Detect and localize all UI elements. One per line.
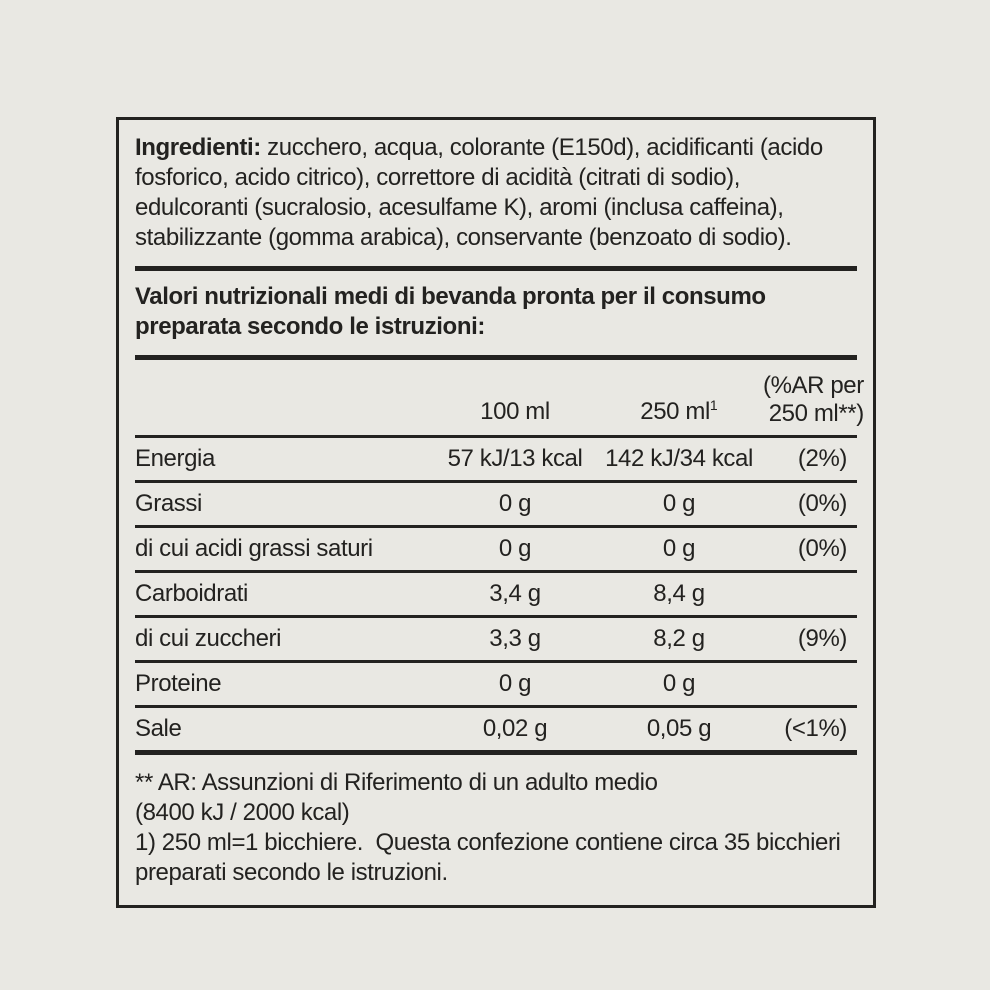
table-row-sale bbox=[135, 705, 857, 750]
value-percent-ar: (0%) bbox=[797, 490, 847, 518]
nutrition-label-frame bbox=[116, 117, 876, 908]
value-per-100ml: 57 kJ/13 kcal bbox=[447, 445, 583, 473]
value-per-250ml: 8,4 g bbox=[653, 580, 705, 608]
value-per-250ml: 0 g bbox=[662, 490, 696, 518]
ingredients-text: zucchero, acqua, colorante (E150d), acidificanti (acido fosforico, acido citrico), correttore di acidità (citrati di sodio), edulcoranti (sucralosio, acesulfame K), aromi (inclusa caffeina), stabilizzante (gomma arabica), conservante (benzoato di sodio). bbox=[135, 134, 823, 251]
header-per-100ml: 100 ml bbox=[480, 398, 550, 426]
footnotes bbox=[135, 755, 857, 905]
value-per-250ml: 142 kJ/34 kcal bbox=[605, 445, 753, 473]
nutrient-label: Grassi bbox=[135, 490, 202, 518]
nutrition-table-title-line2: preparata secondo le istruzioni: bbox=[135, 313, 485, 340]
value-per-250ml: 0 g bbox=[662, 670, 696, 698]
header-percent-ar-line1: (%AR per bbox=[763, 372, 864, 399]
value-per-250ml: 8,2 g bbox=[653, 625, 705, 653]
footnote-1-marker: 1 bbox=[709, 397, 718, 414]
value-percent-ar: (0%) bbox=[797, 535, 847, 563]
footnote-glass: 1) 250 ml=1 bicchiere. Questa confezione contiene circa 35 bicchieri preparati secondo le istruzioni. bbox=[135, 829, 847, 887]
footnote-ar-line2: (8400 kJ / 2000 kcal) bbox=[135, 799, 350, 827]
value-per-100ml: 0 g bbox=[498, 490, 532, 518]
header-percent-ar bbox=[763, 372, 864, 427]
header-percent-ar-line2: 250 ml**) bbox=[768, 399, 864, 427]
value-per-250ml: 0 g bbox=[662, 535, 696, 563]
nutrient-label: di cui zuccheri bbox=[135, 625, 282, 653]
header-per-250ml: 250 $ml^1$ bbox=[640, 397, 718, 426]
table-header-row bbox=[135, 360, 864, 435]
table-row-grassi bbox=[135, 480, 857, 525]
value-percent-ar: (9%) bbox=[797, 625, 847, 653]
value-percent-ar: (<1%) bbox=[784, 715, 847, 743]
nutrition-table-title bbox=[135, 271, 857, 355]
nutrition-table-title-line1: Valori nutrizionali medi di bevanda pronta per il consumo bbox=[135, 283, 766, 310]
value-per-100ml: 3,4 g bbox=[489, 580, 541, 608]
value-percent-ar: (2%) bbox=[797, 445, 847, 473]
nutrient-label: Sale bbox=[135, 715, 182, 743]
nutrient-label: di cui acidi grassi saturi bbox=[135, 535, 373, 563]
ingredients-paragraph bbox=[135, 120, 857, 266]
nutrient-label: Carboidrati bbox=[135, 580, 248, 608]
footnote-ar-line1: ** AR: Assunzioni di Riferimento di un adulto medio bbox=[135, 769, 658, 797]
value-per-100ml: 3,3 g bbox=[489, 625, 541, 653]
table-row-proteine bbox=[135, 660, 857, 705]
table-row-energia bbox=[135, 435, 857, 480]
value-per-100ml: 0 g bbox=[498, 535, 532, 563]
value-per-250ml: 0,05 g bbox=[646, 715, 712, 743]
table-row-acidi-grassi-saturi bbox=[135, 525, 857, 570]
ingredients-heading: Ingredienti: bbox=[135, 134, 261, 161]
table-row-carboidrati bbox=[135, 570, 857, 615]
nutrient-label: Energia bbox=[135, 445, 215, 473]
value-per-100ml: 0,02 g bbox=[482, 715, 548, 743]
table-row-zuccheri bbox=[135, 615, 857, 660]
nutrient-label: Proteine bbox=[135, 670, 222, 698]
value-per-100ml: 0 g bbox=[498, 670, 532, 698]
